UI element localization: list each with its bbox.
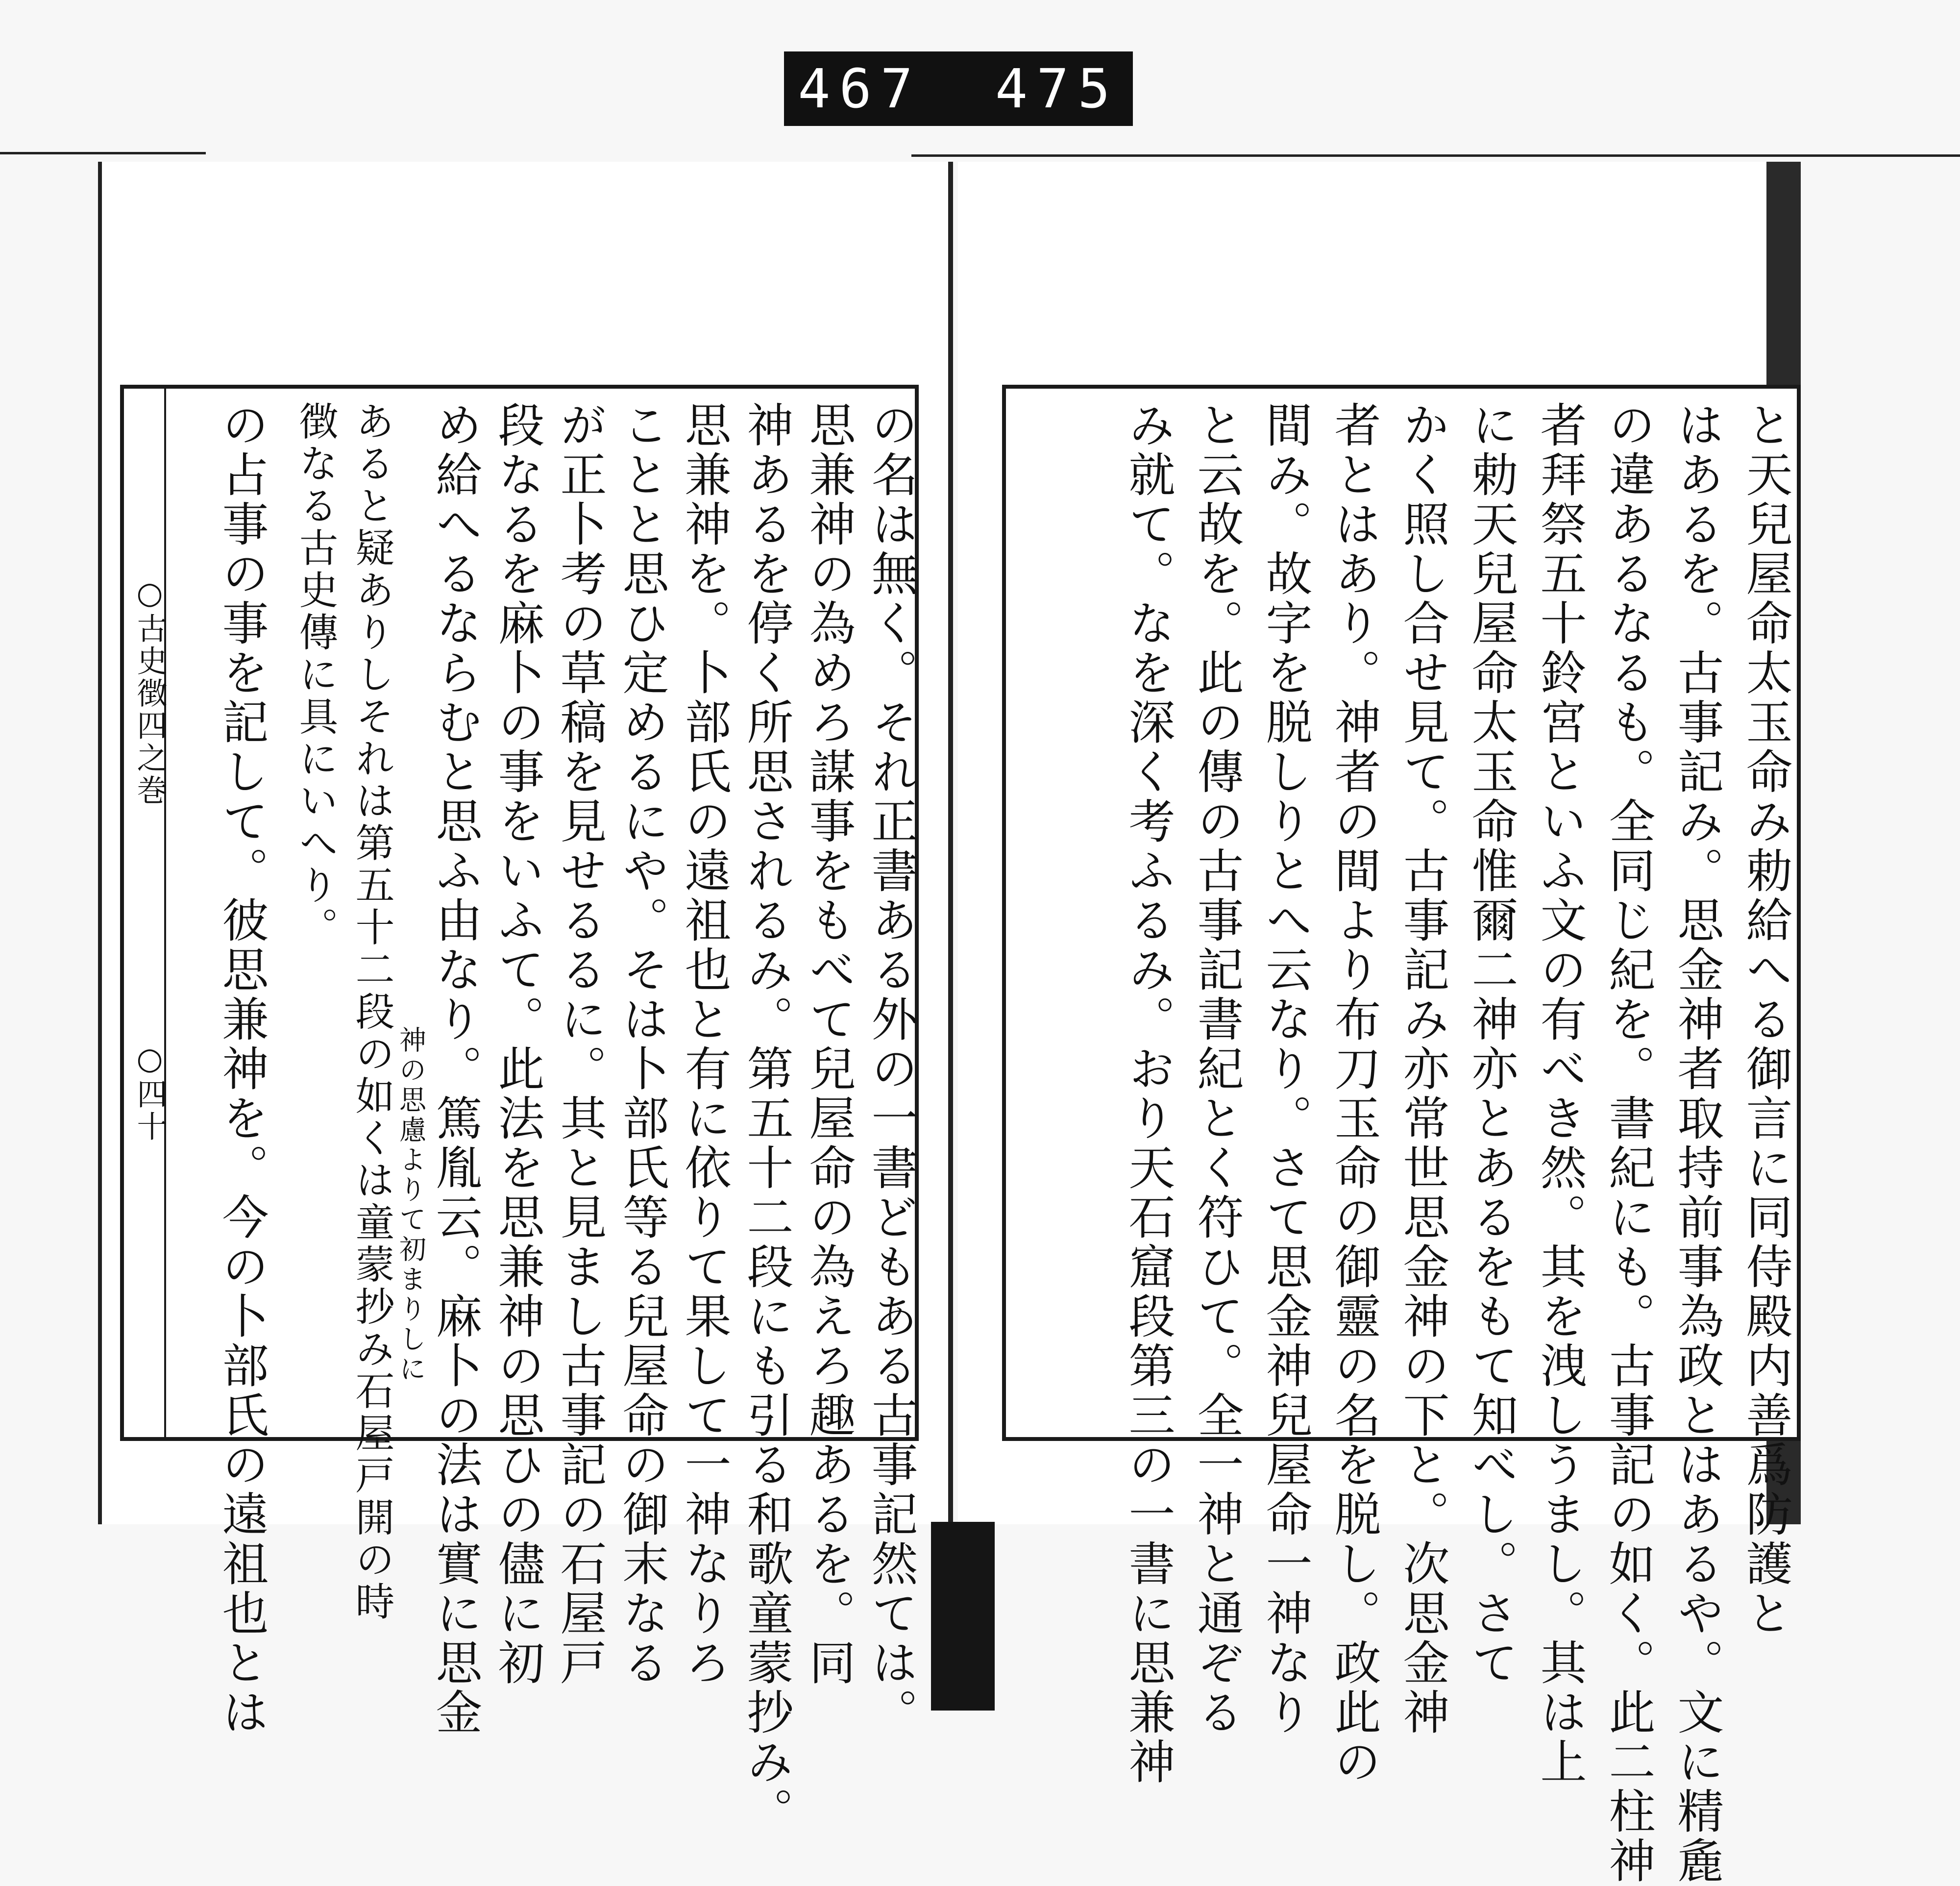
text-column: 思兼神を。卜部氏の遠祖也と有に依りて果して一神なりろ — [677, 401, 731, 1688]
right-text-panel — [1002, 385, 1801, 1886]
scan-edge-line-right — [911, 154, 1960, 157]
text-column: の違あるなるも。全同じ紀を。書紀にも。古事記の如く。此二柱神 — [1601, 401, 1655, 1886]
text-column: 者拜祭五十鈴宮といふ文の有べき然。其を洩しうまし。其は上 — [1533, 401, 1587, 1787]
text-column: 者とはあり。神者の間より布刀玉命の御靈の名を脱し。政此の — [1327, 401, 1381, 1787]
text-column: 段なるを麻卜の事をいふて。此法を思兼神の思ひの儘に初 — [490, 401, 544, 1688]
text-column: み就て。なを深く考ふるみ。おり天石窟段第三の一書に思兼神 — [1121, 401, 1175, 1787]
text-column: の占事の事を記して。彼思兼神を。今の卜部氏の遠祖也とは — [215, 401, 269, 1737]
film-number-left: 467 — [798, 57, 922, 120]
scan-edge-line-left — [0, 152, 206, 154]
text-column: の名は無く。それ正書ある外の一書どもある古事記然ては。 — [864, 401, 918, 1737]
text-column: に勅天兒屋命太玉命惟爾二神亦とあるをもて知べし。さて — [1464, 401, 1518, 1688]
text-column: 神あるを停く所思されるみ。第五十二段にも引る和歌童蒙抄み。 — [739, 401, 793, 1836]
text-column: あると疑ありしそれは第五十二段の如くは童蒙抄み石屋戸開の時 — [349, 401, 394, 1623]
page-number: ○四十 — [132, 1041, 168, 1143]
film-frame-label — [784, 51, 1133, 126]
left-text-panel — [120, 385, 919, 1836]
text-column: ことと思ひ定めるにや。そは卜部氏等る兒屋命の御末なる — [615, 401, 669, 1688]
text-column: 間み。故字を脱しりとへ云なり。さて思金神兒屋命一神なり — [1258, 401, 1312, 1737]
text-column: はあるを。古事記み。思金神者取持前事為政とはあるや。文に精麁 — [1670, 401, 1724, 1886]
binding-shadow — [931, 1522, 995, 1711]
text-column: と天兒屋命太玉命み勅給へる御言に同侍殿内善爲防護と — [1739, 401, 1792, 1638]
film-number-right: 475 — [995, 57, 1119, 120]
text-column: が正卜考の草稿を見せるるに。其と見まし古事記の石屋戸 — [553, 401, 607, 1688]
margin-strip — [124, 389, 166, 1437]
text-column: め給へるならむと思ふ由なり。篤胤云。麻卜の法は實に思金 — [428, 401, 482, 1737]
running-title: ○古史徴四之巻 — [132, 575, 168, 807]
book-spine — [948, 162, 953, 1529]
text-column: と云故を。此の傳の古事記書紀とく符ひて。全一神と通ぞる — [1190, 401, 1244, 1737]
text-column: 思兼神の為めろ謀事をもべて兒屋命の為えろ趣あるを。同 — [802, 401, 856, 1688]
text-column: かく照し合せ見て。古事記み亦常世思金神の下と。次思金神 — [1396, 401, 1449, 1737]
text-note-small: 神の思慮よりて初まりしに — [395, 1026, 426, 1385]
text-column: 徴なる古史傳に具にいへり。 — [293, 401, 338, 949]
